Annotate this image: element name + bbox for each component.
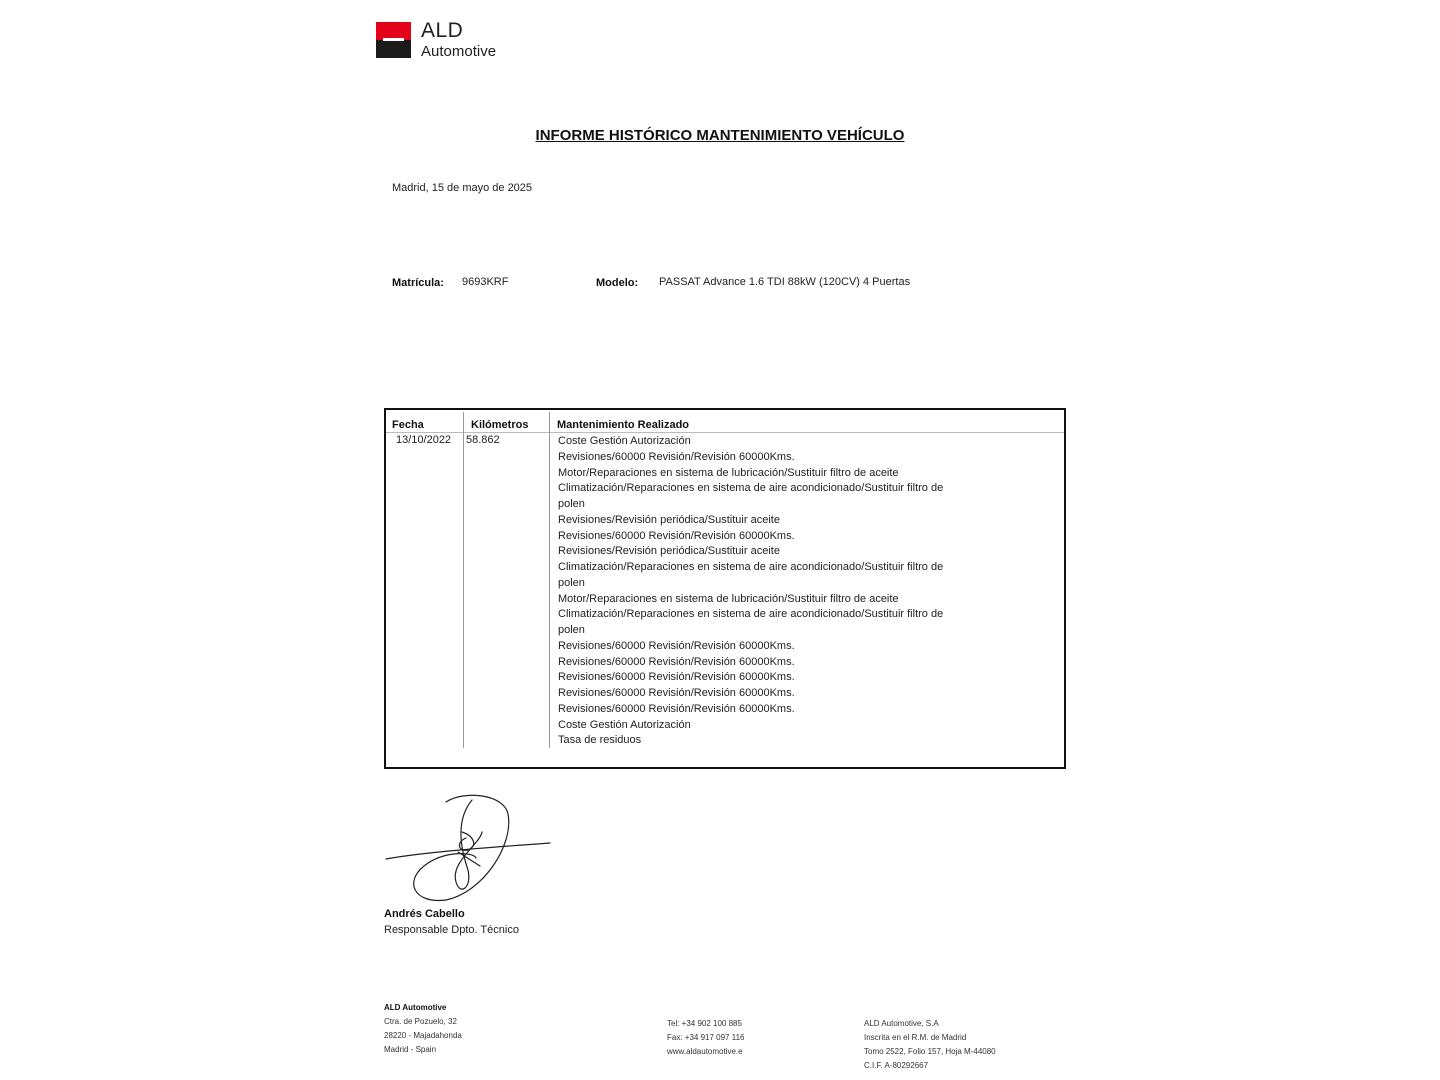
row-fecha: 13/10/2022 — [396, 434, 452, 446]
list-item: Revisiones/Revisión periódica/Sustituir aceite — [558, 513, 780, 526]
list-item: polen — [558, 624, 585, 636]
footer-registry-line: Tomo 2522, Folio 157, Hoja M-44080 — [864, 1047, 996, 1056]
footer-website: www.aldautomotive.e — [667, 1047, 743, 1056]
signature-image — [384, 792, 554, 907]
document-date: Madrid, 15 de mayo de 2025 — [392, 182, 533, 194]
list-item: Coste Gestión Autorización — [558, 435, 691, 447]
footer-registry-line: ALD Automotive, S.A — [864, 1019, 939, 1028]
plate-value: 9693KRF — [462, 276, 509, 288]
column-divider — [549, 412, 550, 748]
logo-subtitle: Automotive — [421, 43, 497, 60]
footer-contact — [667, 1017, 744, 1059]
signer-role: Responsable Dpto. Técnico — [384, 924, 519, 936]
header-mantenimiento: Mantenimiento Realizado — [557, 419, 690, 431]
model-value: PASSAT Advance 1.6 TDI 88kW (120CV) 4 Puertas — [659, 276, 911, 288]
footer-phone: Tel: +34 902 100 885 — [667, 1019, 742, 1028]
list-item: Climatización/Reparaciones en sistema de aire acondicionado/Sustituir filtro de — [558, 561, 944, 573]
footer-company: ALD Automotive — [384, 1003, 447, 1012]
column-divider — [463, 412, 464, 748]
list-item: Revisiones/60000 Revisión/Revisión 60000Kms. — [558, 639, 795, 652]
list-item: Revisiones/60000 Revisión/Revisión 60000Kms. — [558, 702, 795, 715]
list-item: Coste Gestión Autorización — [558, 718, 691, 731]
plate-label: Matrícula: — [392, 277, 444, 289]
header-kilometros: Kilómetros — [471, 419, 529, 431]
list-item: Motor/Reparaciones en sistema de lubricación/Sustituir filtro de aceite — [558, 466, 899, 479]
model-label: Modelo: — [596, 277, 639, 289]
list-item: Climatización/Reparaciones en sistema de aire acondicionado/Sustituir filtro de — [558, 482, 944, 495]
list-item: Revisiones/60000 Revisión/Revisión 60000Kms. — [558, 671, 795, 684]
maintenance-table — [384, 408, 1066, 769]
footer-address-line: Ctra. de Pozuelo, 32 — [384, 1017, 457, 1026]
header-fecha: Fecha — [392, 419, 424, 431]
list-item: Revisiones/60000 Revisión/Revisión 60000Kms. — [558, 450, 795, 463]
logo-name: ALD — [421, 19, 464, 42]
document-title: INFORME HISTÓRICO MANTENIMIENTO VEHÍCULO — [535, 127, 905, 144]
footer-address — [384, 1001, 462, 1057]
list-item: Climatización/Reparaciones en sistema de aire acondicionado/Sustituir filtro de — [558, 608, 944, 621]
list-item: Revisiones/60000 Revisión/Revisión 60000Kms. — [558, 655, 795, 668]
footer-address-line: Madrid - Spain — [384, 1045, 437, 1054]
footer-address-line: 28220 - Majadahonda — [384, 1031, 462, 1040]
row-kilometros: 58.862 — [466, 434, 500, 446]
signer-name: Andrés Cabello — [384, 908, 465, 920]
list-item: Motor/Reparaciones en sistema de lubricación/Sustituir filtro de aceite — [558, 592, 899, 605]
list-item: Revisiones/60000 Revisión/Revisión 60000Kms. — [558, 529, 795, 542]
company-logo — [376, 19, 516, 62]
maintenance-items — [558, 434, 998, 749]
footer-registry — [864, 1017, 996, 1073]
footer-registry-line: C.I.F. A-80292667 — [864, 1061, 929, 1070]
list-item: polen — [558, 498, 585, 510]
logo-mark-icon — [376, 22, 411, 58]
footer-registry-line: Inscrita en el R.M. de Madrid — [864, 1033, 967, 1042]
footer-fax: Fax: +34 917 097 116 — [667, 1033, 745, 1042]
list-item: Revisiones/Revisión periódica/Sustituir aceite — [558, 545, 780, 558]
list-item: polen — [558, 576, 585, 589]
header-divider — [386, 432, 1064, 433]
list-item: Tasa de residuos — [558, 734, 642, 747]
list-item: Revisiones/60000 Revisión/Revisión 60000Kms. — [558, 687, 795, 699]
